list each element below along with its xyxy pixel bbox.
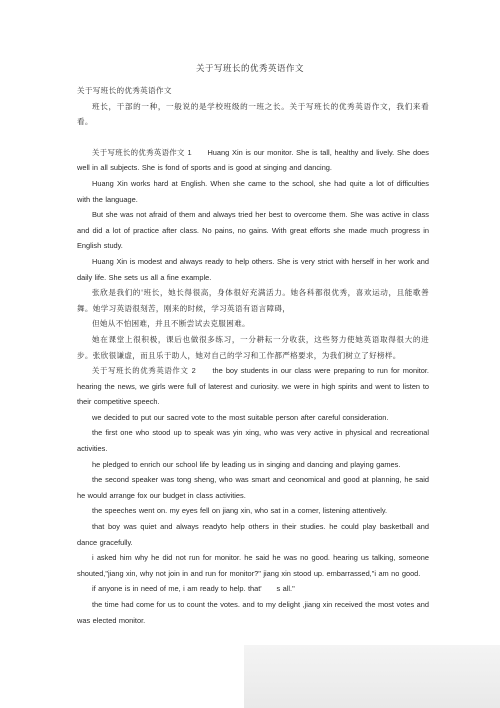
paragraph-gap bbox=[77, 130, 429, 145]
paragraph: we decided to put our sacred vote to the most suitable person after careful consideration. bbox=[92, 412, 389, 422]
paragraph: 她在课堂上很积极，课后也做很多练习，一分耕耘一分收获，这些努力使她英语取得很大的进步。张欣很谦虚，而且乐于助人，她对自己的学习和工作都严格要求，为我们树立了好榜样。 bbox=[77, 334, 429, 360]
paragraph: Huang Xin is modest and always ready to help others. She is very strict with herself in her work and daily life. She sets us all a fine example. bbox=[77, 256, 429, 282]
paragraph: the second speaker was tong sheng, who was smart and ceonomical and good at planning, he said he would arrange fox our budget in class activities. bbox=[77, 475, 429, 500]
paragraph: that boy was quiet and always readyto help others in their studies. he could play basketball and dance gracefully. bbox=[77, 522, 429, 547]
paragraph: the first one who stood up to speak was yin xing, who was very active in physical and recreational activities. bbox=[77, 428, 429, 454]
document-body bbox=[77, 83, 429, 628]
document-title: 关于写班长的优秀英语作文 bbox=[195, 64, 304, 74]
paragraph: 关于写班长的优秀英语作文 1 Huang Xin is our monitor. She is tall, healthy and lively. She does well in all subjects. She is fond of sports and is good at singing and dancing. bbox=[77, 147, 429, 173]
paragraph: he pledged to enrich our school life by leading us in singing and dancing and playing games. bbox=[92, 459, 401, 469]
paragraph: But she was not afraid of them and always tried her best to overcome them. She was active in class and did a lot of practice after class. No pains, no gains. With great efforts she made much progress in English study. bbox=[77, 210, 429, 251]
paragraph: 班长，干部的一种，一般说的是学校班级的一班之长。关于写班长的优秀英语作文，我们来看看。 bbox=[77, 101, 429, 127]
paragraph: 张欣是我们的'班长，她长得很高，身体很好充满活力。她各科都很优秀，喜欢运动，且能歌善舞。她学习英语很刻苦，刚来的时候，学习英语有语言障碍， bbox=[77, 288, 429, 313]
paragraph: i asked him why he did not run for monitor. he said he was no good. hearing us talking, someone shouted,"jiang xin, why not join in and run for monitor?" jiang xin stood up. embarrassed,"i am no good. bbox=[77, 553, 429, 578]
paragraph: if anyone is in need of me, i am ready to help. that' s all." bbox=[92, 584, 295, 594]
paragraph: the time had come for us to count the votes. and to my delight ,jiang xin received the most votes and was elected monitor. bbox=[77, 600, 429, 625]
paragraph: Huang Xin works hard at English. When she came to the school, she had quite a lot of difficulties with the language. bbox=[77, 178, 429, 204]
paragraph: the speeches went on. my eyes fell on jiang xin, who sat in a corner, listening attentively. bbox=[92, 506, 388, 516]
paragraph: 但她从不怕困难，并且不断尝试去克服困难。 bbox=[92, 319, 250, 329]
paragraph: 关于写班长的优秀英语作文 2 the boy students in our class were preparing to run for monitor. hearing the news, we girls were full of laterest and curiosity. we were in high spirits and went to listen to their competitive speech. bbox=[77, 366, 429, 407]
paragraph: 关于写班长的优秀英语作文 bbox=[77, 86, 172, 95]
watermark-logo bbox=[244, 645, 500, 708]
